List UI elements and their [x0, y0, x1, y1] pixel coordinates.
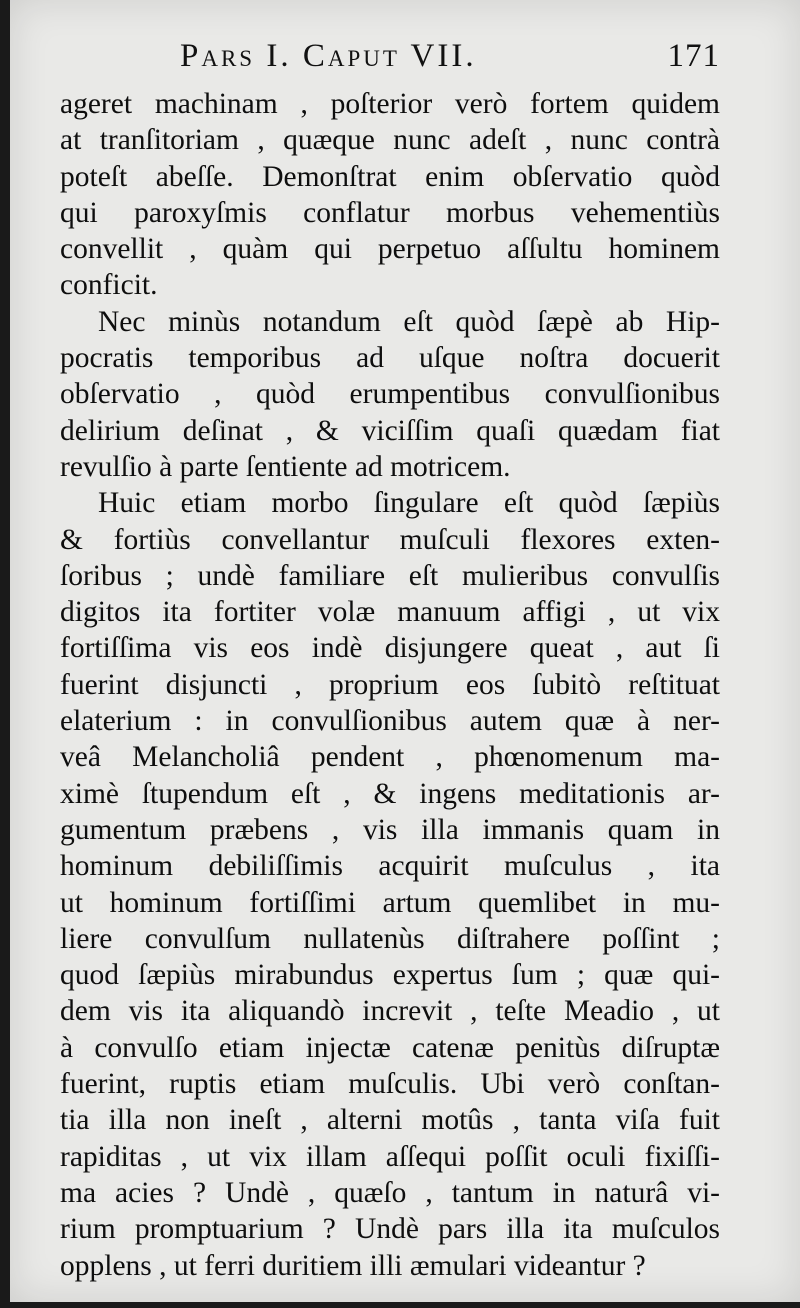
- text-line: gumentum præbens , vis illa immanis quam in: [60, 813, 720, 846]
- text-line: at tranſitoriam , quæque nunc adeſt , nunc contrà: [60, 124, 720, 157]
- text-line: hominum debiliſſimis acquirit muſculus , ita: [60, 850, 720, 883]
- page-bottom-edge: [0, 1302, 800, 1308]
- text-line: ximè ſtupendum eſt , & ingens meditationis ar-: [60, 777, 720, 810]
- book-page: [10, 0, 800, 1302]
- text-line: ma acies ? Undè , quæſo , tantum in naturâ vi-: [60, 1176, 720, 1209]
- text-line: ageret machinam , poſterior verò fortem quidem: [60, 88, 720, 120]
- text-line: rapiditas , ut vix illam aſſequi poſſit oculi fixiſſi-: [60, 1140, 720, 1173]
- body-text: [60, 86, 720, 1284]
- text-line: veâ Melancholiâ pendent , phœnomenum ma-: [60, 741, 720, 774]
- text-line: fuerint disjuncti , proprium eos ſubitò reſtituat: [60, 668, 720, 701]
- text-line: delirium deſinat , & viciſſim quaſi quædam fiat: [60, 414, 720, 447]
- text-line: rium promptuarium ? Undè pars illa ita muſculos: [60, 1213, 720, 1246]
- text-line: convellit , quàm qui perpetuo aſſultu hominem: [60, 233, 720, 266]
- text-line: conficit.: [60, 269, 158, 302]
- running-head: Pars I. Caput VII.: [180, 38, 477, 74]
- text-line: ut hominum fortiſſimi artum quemlibet in mu-: [60, 886, 720, 919]
- text-line: ſoribus ; undè familiare eſt mulieribus convulſis: [60, 559, 720, 592]
- text-line: quod ſæpiùs mirabundus expertus ſum ; quæ qui-: [60, 959, 720, 992]
- text-line: tia illa non ineſt , alterni motûs , tanta viſa fuit: [60, 1104, 720, 1137]
- text-line: à convulſo etiam injectæ catenæ penitùs diſruptæ: [60, 1031, 720, 1064]
- text-line: & fortiùs convellantur muſculi flexores exten-: [60, 523, 720, 556]
- text-line: qui paroxyſmis conflatur morbus vehementiùs: [60, 196, 720, 229]
- text-line: digitos ita fortiter volæ manuum affigi , ut vix: [60, 596, 720, 629]
- text-line: obſervatio , quòd erumpentibus convulſionibus: [60, 378, 720, 411]
- text-line: fuerint, ruptis etiam muſculis. Ubi verò conſtan-: [60, 1068, 720, 1101]
- page-header: [180, 38, 720, 82]
- text-line: pocratis temporibus ad uſque noſtra docuerit: [60, 342, 720, 375]
- text-line: opplens , ut ferri duritiem illi æmulari videantur ?: [60, 1249, 646, 1282]
- text-line: Nec minùs notandum eſt quòd ſæpè ab Hip-: [98, 305, 720, 338]
- text-line: poteſt abeſſe. Demonſtrat enim obſervatio quòd: [60, 160, 720, 193]
- text-line: dem vis ita aliquandò increvit , teſte Meadio , ut: [60, 995, 720, 1028]
- text-line: Huic etiam morbo ſingulare eſt quòd ſæpiùs: [98, 487, 720, 520]
- text-line: revulſio à parte ſentiente ad motricem.: [60, 450, 511, 483]
- text-line: liere convulſum nullatenùs diſtrahere poſſint ;: [60, 922, 720, 955]
- page-number: 171: [667, 38, 720, 74]
- text-line: elaterium : in convulſionibus autem quæ à ner-: [60, 705, 720, 738]
- text-line: fortiſſima vis eos indè disjungere queat , aut ſi: [60, 632, 720, 665]
